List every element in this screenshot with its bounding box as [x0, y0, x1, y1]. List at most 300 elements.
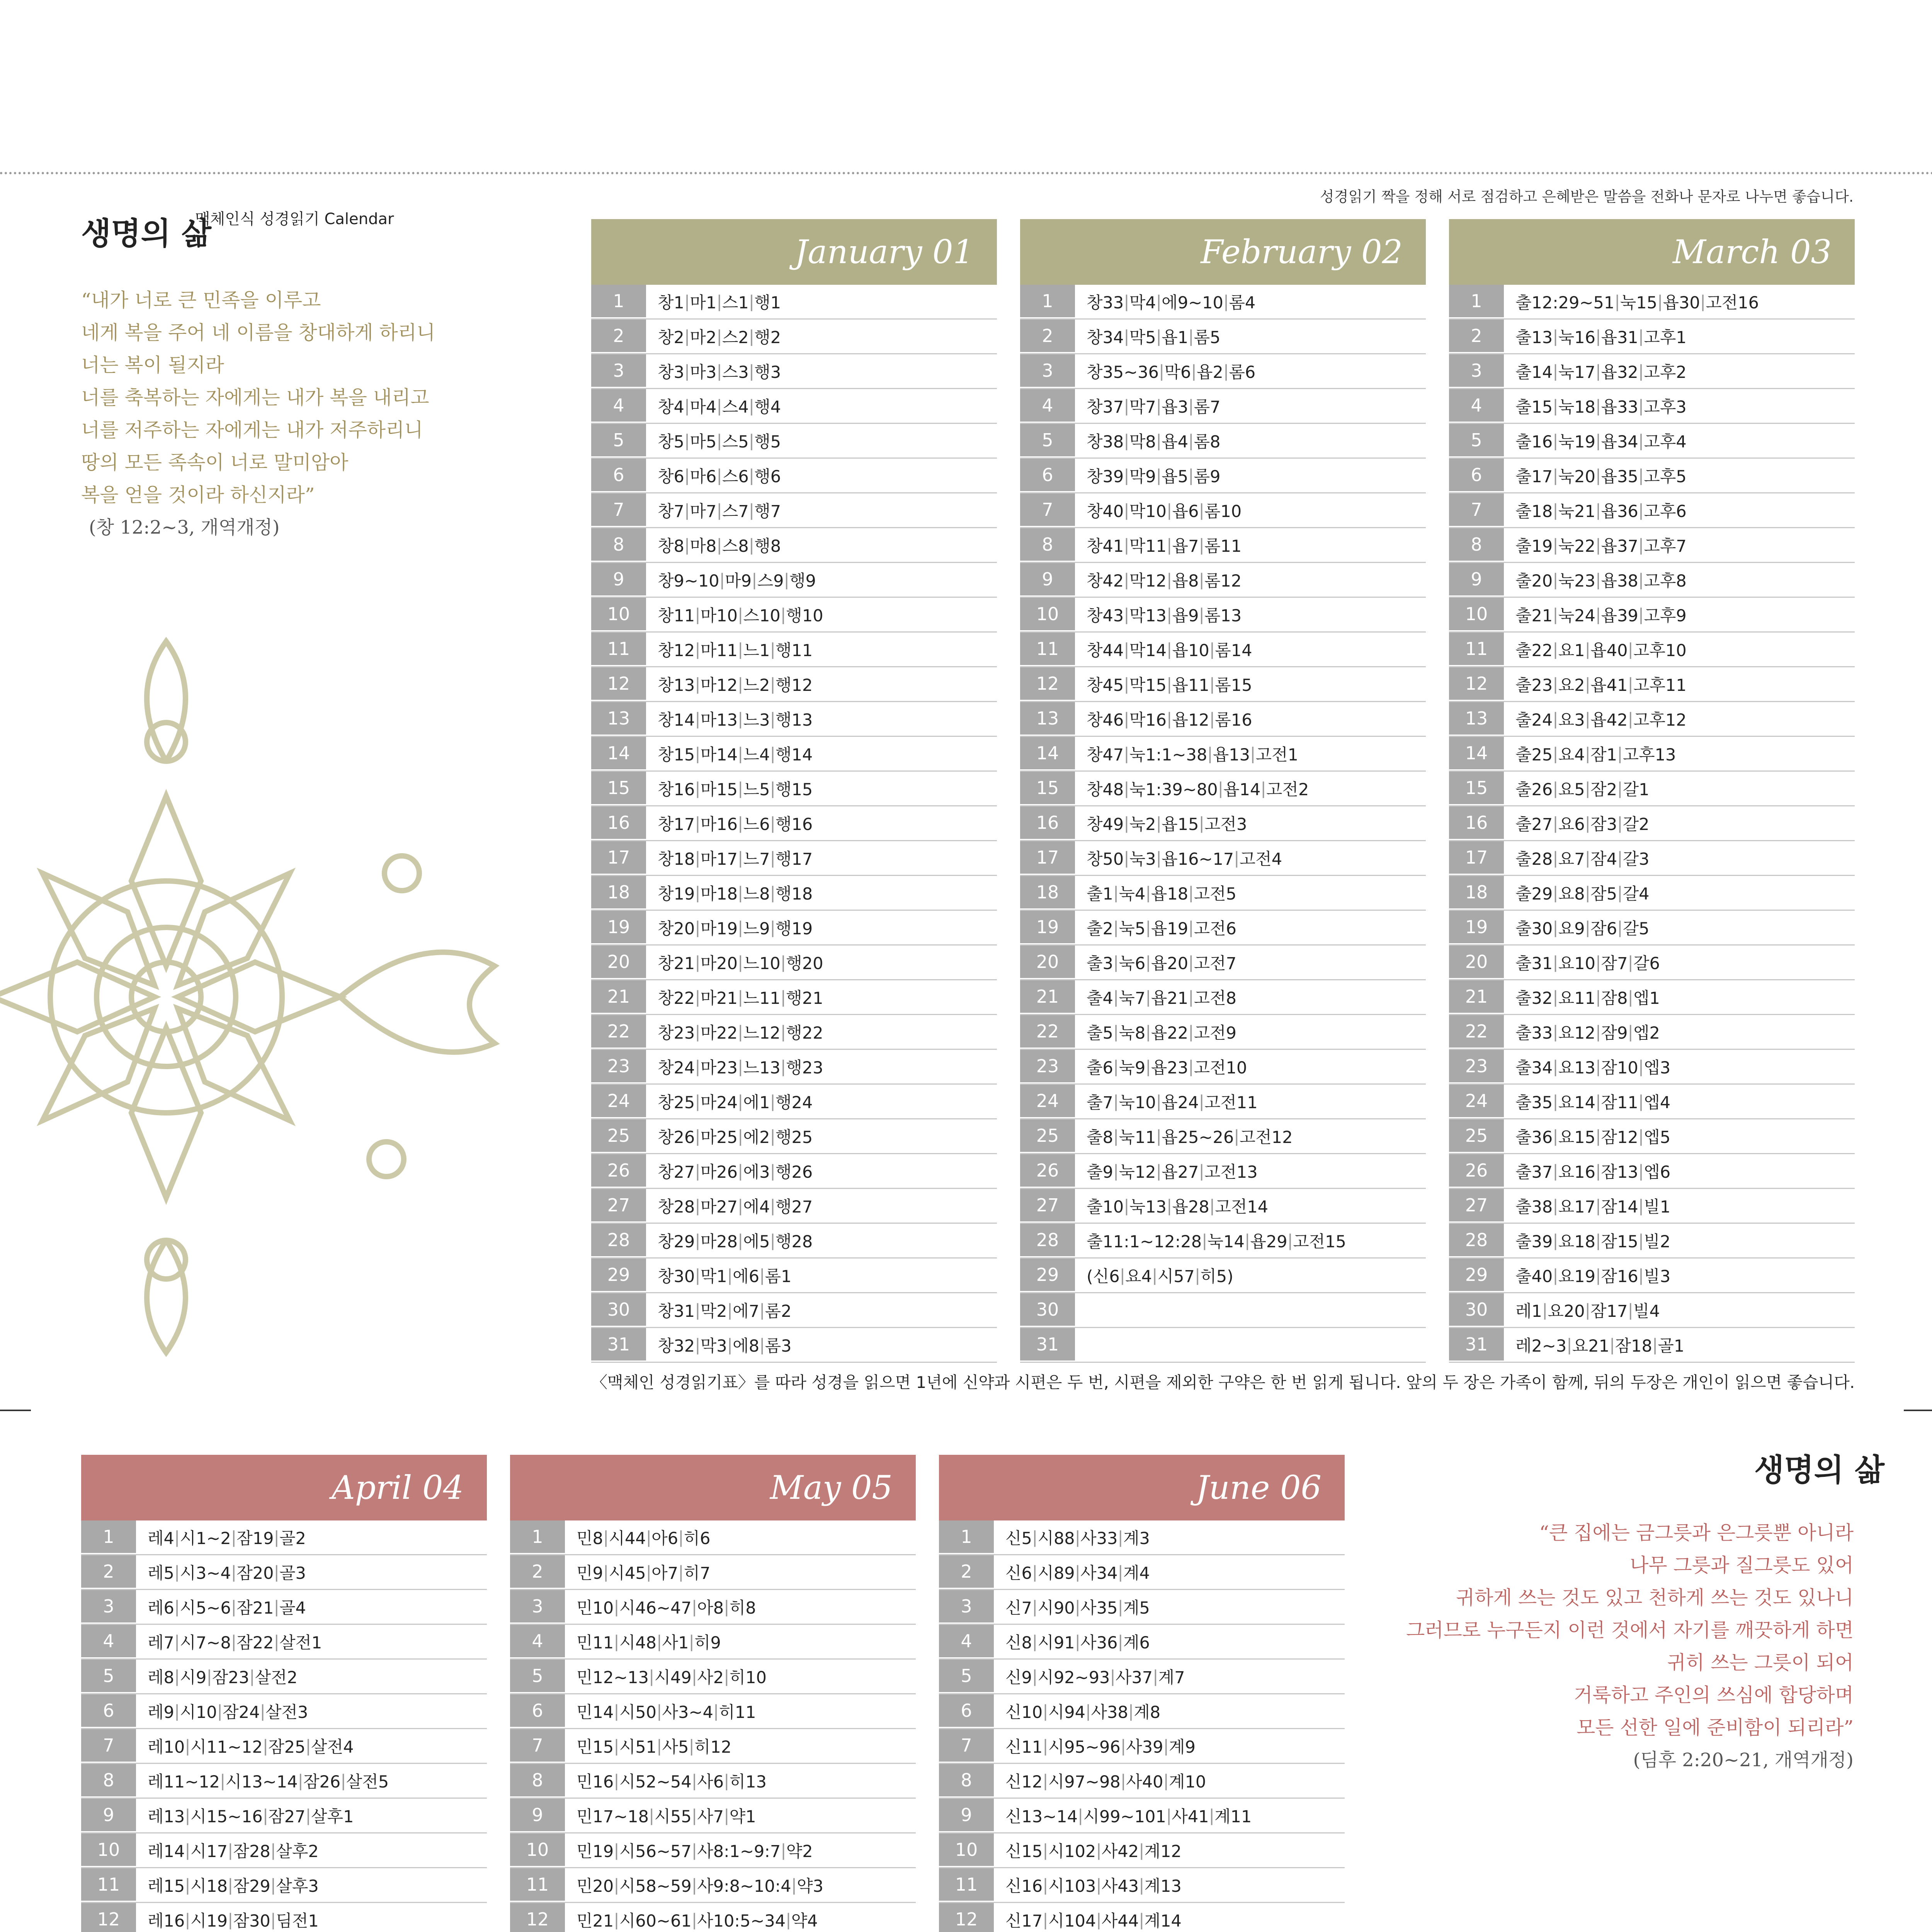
reading-row: [1449, 737, 1855, 772]
reading-row: [81, 1694, 487, 1729]
reading-text: 창42 | 막12 | 욥8 | 롬12: [1087, 570, 1242, 591]
verse-citation: (창 12:2~3, 개역개정): [89, 517, 280, 538]
reading-row: [1449, 285, 1855, 320]
reading-row: [1020, 841, 1426, 876]
day-number: 9: [1020, 563, 1075, 597]
reading-text: 창27 | 마26 | 에3 | 행26: [658, 1161, 813, 1182]
reading-row: [939, 1799, 1345, 1833]
day-number: 2: [1449, 320, 1504, 353]
reading-text: 출26 | 요5 | 잠2 | 갈1: [1515, 779, 1650, 799]
day-number: 6: [591, 459, 646, 492]
reading-row: [1020, 806, 1426, 841]
reading-row: [510, 1660, 916, 1694]
reading-rows: [510, 1520, 916, 1932]
day-number: 4: [1020, 389, 1075, 423]
day-number: 27: [1020, 1189, 1075, 1223]
day-number: 23: [1020, 1050, 1075, 1083]
reading-row: [1020, 1328, 1426, 1363]
day-number: 4: [510, 1625, 565, 1658]
reading-row: [1449, 563, 1855, 598]
crop-mark-right: [1904, 1410, 1932, 1411]
day-number: 1: [81, 1520, 136, 1554]
reading-text: 창40 | 막10 | 욥6 | 롬10: [1087, 500, 1242, 521]
month-march: [1449, 219, 1855, 1363]
reading-text: 출6 | 눅9 | 욥23 | 고전10: [1087, 1057, 1247, 1078]
day-number: 5: [1020, 424, 1075, 457]
reading-row: [1449, 841, 1855, 876]
reading-row: [1449, 1050, 1855, 1085]
reading-text: 창38 | 막8 | 욥4 | 롬8: [1087, 431, 1221, 452]
day-number: 26: [1020, 1154, 1075, 1188]
day-number: 15: [591, 772, 646, 805]
day-number: 20: [1020, 946, 1075, 979]
reading-row: [939, 1694, 1345, 1729]
reading-text: 창50 | 눅3 | 욥16~17 | 고전4: [1087, 848, 1282, 869]
reading-text: 창47 | 눅1:1~38 | 욥13 | 고전1: [1087, 744, 1298, 765]
reading-row: [1449, 1328, 1855, 1363]
reading-row: [1020, 1085, 1426, 1119]
flower-ornament: [1406, 1886, 1932, 1932]
reading-text: 민11 | 시48 | 사1 | 히9: [577, 1632, 721, 1653]
verse-line: 복을 얻을 것이라 하신지라”: [81, 484, 315, 506]
reading-text: 신16 | 시103 | 사43 | 계13: [1005, 1875, 1182, 1896]
mandala-ornament: [0, 580, 541, 1391]
reading-row: [1020, 563, 1426, 598]
reading-row: [1449, 598, 1855, 633]
day-number: 10: [510, 1833, 565, 1867]
reading-row: [510, 1833, 916, 1868]
reading-row: [1020, 1050, 1426, 1085]
reading-text: 신8 | 시91 | 사36 | 계6: [1005, 1632, 1150, 1653]
day-number: 5: [591, 424, 646, 457]
day-number: 11: [939, 1868, 994, 1902]
reading-row: [591, 459, 997, 493]
reading-text: 창21 | 마20 | 느10 | 행20: [658, 952, 823, 973]
reading-text: 레16 | 시19 | 잠30 | 딤전1: [148, 1910, 319, 1931]
reading-row: [1020, 1189, 1426, 1224]
reading-row: [939, 1555, 1345, 1590]
reading-row: [1020, 320, 1426, 354]
reading-rows: [1020, 285, 1426, 1363]
reading-row: [1449, 354, 1855, 389]
reading-text: 신7 | 시90 | 사35 | 계5: [1005, 1597, 1150, 1618]
day-number: 2: [1020, 320, 1075, 353]
reading-row: [1020, 389, 1426, 424]
day-number: 22: [1449, 1015, 1504, 1049]
reading-row: [1020, 354, 1426, 389]
reading-row: [939, 1625, 1345, 1660]
reading-row: [1449, 702, 1855, 737]
reading-text: 창11 | 마10 | 스10 | 행10: [658, 605, 823, 626]
day-number: 19: [591, 911, 646, 944]
day-number: 5: [81, 1660, 136, 1693]
reading-rows: [939, 1520, 1345, 1932]
reading-row: [1020, 702, 1426, 737]
day-number: 1: [510, 1520, 565, 1554]
day-number: 4: [81, 1625, 136, 1658]
reading-text: 창34 | 막5 | 욥1 | 롬5: [1087, 327, 1221, 347]
day-number: 9: [939, 1799, 994, 1832]
day-number: 12: [1020, 667, 1075, 701]
day-number: 10: [81, 1833, 136, 1867]
reading-row: [1020, 772, 1426, 806]
brand-logo: 생명의 삶: [81, 216, 211, 252]
reading-text: 출32 | 요11 | 잠8 | 엡1: [1515, 987, 1660, 1008]
day-number: 7: [591, 493, 646, 527]
reading-text: 출12:29~51 | 눅15 | 욥30 | 고전16: [1515, 292, 1759, 313]
month-header-june: June 06: [939, 1455, 1345, 1520]
verse-line: 귀하게 쓰는 것도 있고 천하게 쓰는 것도 있나니: [1456, 1587, 1854, 1609]
month-header-may: May 05: [510, 1455, 916, 1520]
reading-row: [591, 841, 997, 876]
day-number: 14: [1449, 737, 1504, 770]
reading-text: 민10 | 시46~47 | 아8 | 히8: [577, 1597, 756, 1618]
day-number: 10: [1449, 598, 1504, 631]
reading-text: 신15 | 시102 | 사42 | 계12: [1005, 1840, 1182, 1861]
reading-row: [1449, 1015, 1855, 1050]
reading-row: [1020, 285, 1426, 320]
day-number: 4: [591, 389, 646, 423]
reading-row: [1020, 946, 1426, 980]
reading-text: 레9 | 시10 | 잠24 | 살전3: [148, 1701, 308, 1722]
reading-text: 출24 | 요3 | 욥42 | 고후12: [1515, 709, 1687, 730]
day-number: 30: [591, 1293, 646, 1327]
reading-text: 출3 | 눅6 | 욥20 | 고전7: [1087, 952, 1237, 973]
day-number: 6: [81, 1694, 136, 1728]
reading-row: [591, 598, 997, 633]
reading-text: 출38 | 요17 | 잠14 | 빌1: [1515, 1196, 1671, 1217]
reading-text: 창31 | 막2 | 에7 | 롬2: [658, 1300, 792, 1321]
reading-row: [1449, 424, 1855, 459]
day-number: 12: [1449, 667, 1504, 701]
day-number: 7: [1449, 493, 1504, 527]
reading-text: 신13~14 | 시99~101 | 사41 | 계11: [1005, 1806, 1252, 1827]
day-number: 4: [939, 1625, 994, 1658]
reading-text: 출13 | 눅16 | 욥31 | 고후1: [1515, 327, 1687, 347]
reading-text: 창2 | 마2 | 스2 | 행2: [658, 327, 781, 347]
day-number: 8: [1449, 528, 1504, 562]
day-number: 26: [1449, 1154, 1504, 1188]
reading-text: 창3 | 마3 | 스3 | 행3: [658, 361, 781, 382]
calendar-subtitle: 맥체인식 성경읽기 Calendar: [195, 210, 394, 228]
reading-text: 출23 | 요2 | 욥41 | 고후11: [1515, 674, 1687, 695]
reading-text: 창20 | 마19 | 느9 | 행19: [658, 918, 813, 939]
reading-text: 레1 | 요20 | 잠17 | 빌4: [1515, 1300, 1660, 1321]
day-number: 20: [1449, 946, 1504, 979]
reading-row: [81, 1555, 487, 1590]
reading-text: 출34 | 요13 | 잠10 | 엡3: [1515, 1057, 1671, 1078]
reading-row: [591, 772, 997, 806]
reading-text: 민12~13 | 시49 | 사2 | 히10: [577, 1667, 767, 1687]
reading-row: [1449, 1293, 1855, 1328]
day-number: 3: [939, 1590, 994, 1624]
reading-row: [1020, 737, 1426, 772]
reading-row: [1020, 1224, 1426, 1259]
day-number: 11: [1020, 633, 1075, 666]
day-number: 24: [591, 1085, 646, 1118]
month-january: [591, 219, 997, 1363]
day-number: 1: [939, 1520, 994, 1554]
reading-row: [1449, 528, 1855, 563]
reading-row: [939, 1660, 1345, 1694]
reading-row: [591, 737, 997, 772]
day-number: 8: [939, 1764, 994, 1798]
reading-row: [591, 946, 997, 980]
day-number: 2: [591, 320, 646, 353]
reading-row: [591, 911, 997, 946]
reading-text: 창14 | 마13 | 느3 | 행13: [658, 709, 813, 730]
reading-row: [591, 1015, 997, 1050]
reading-row: [510, 1694, 916, 1729]
reading-row: [510, 1903, 916, 1932]
reading-text: 출25 | 요4 | 잠1 | 고후13: [1515, 744, 1676, 765]
verse-line: 땅의 모든 족속이 너로 말미암아: [81, 451, 349, 474]
reading-text: 출8 | 눅11 | 욥25~26 | 고전12: [1087, 1126, 1293, 1147]
reading-row: [1449, 389, 1855, 424]
day-number: 23: [1449, 1050, 1504, 1083]
reading-text: 창18 | 마17 | 느7 | 행17: [658, 848, 813, 869]
day-number: 26: [591, 1154, 646, 1188]
day-number: 25: [591, 1119, 646, 1153]
reading-text: 창4 | 마4 | 스4 | 행4: [658, 396, 781, 417]
reading-text: 신12 | 시97~98 | 사40 | 계10: [1005, 1771, 1206, 1792]
day-number: 11: [1449, 633, 1504, 666]
reading-row: [510, 1764, 916, 1799]
reading-row: [510, 1520, 916, 1555]
day-number: 10: [591, 598, 646, 631]
month-june: [939, 1455, 1345, 1932]
day-number: 30: [1449, 1293, 1504, 1327]
verse-line: 모든 선한 일에 준비함이 되리라”: [1576, 1716, 1854, 1739]
reading-row: [1449, 667, 1855, 702]
reading-text: 출22 | 요1 | 욥40 | 고후10: [1515, 639, 1687, 660]
day-number: 3: [591, 354, 646, 388]
reading-row: [1020, 1015, 1426, 1050]
reading-row: [1449, 1189, 1855, 1224]
reading-row: [591, 285, 997, 320]
day-number: 27: [591, 1189, 646, 1223]
reading-text: 창33 | 막4 | 에9~10 | 롬4: [1087, 292, 1256, 313]
day-number: 11: [591, 633, 646, 666]
reading-text: 출16 | 눅19 | 욥34 | 고후4: [1515, 431, 1687, 452]
reading-text: 창19 | 마18 | 느8 | 행18: [658, 883, 813, 904]
middle-note: 〈맥체인 성경읽기표〉를 따라 성경을 읽으면 1년에 신약과 시편은 두 번, 시편을 제외한 구약은 한 번 읽게 됩니다. 앞의 두 장은 가족이 함께, 뒤의 두장은 개인이 읽으면 좋습니다.: [591, 1373, 1855, 1392]
reading-text: 창13 | 마12 | 느2 | 행12: [658, 674, 813, 695]
reading-text: 레11~12 | 시13~14 | 잠26 | 살전5: [148, 1771, 389, 1792]
reading-text: 창25 | 마24 | 에1 | 행24: [658, 1092, 813, 1112]
reading-row: [1449, 772, 1855, 806]
month-header-april: April 04: [81, 1455, 487, 1520]
reading-text: 창45 | 막15 | 욥11 | 롬15: [1087, 674, 1252, 695]
day-number: 21: [1449, 980, 1504, 1014]
reading-text: 창22 | 마21 | 느11 | 행21: [658, 987, 823, 1008]
reading-row: [1449, 1259, 1855, 1293]
day-number: 15: [1449, 772, 1504, 805]
day-number: 28: [1020, 1224, 1075, 1257]
reading-text: 출2 | 눅5 | 욥19 | 고전6: [1087, 918, 1237, 939]
reading-row: [1020, 633, 1426, 667]
day-number: 7: [939, 1729, 994, 1763]
day-number: 5: [1449, 424, 1504, 457]
verse-line: “큰 집에는 금그릇과 은그릇뿐 아니라: [1539, 1522, 1854, 1544]
reading-text: 출5 | 눅8 | 욥22 | 고전9: [1087, 1022, 1237, 1043]
reading-row: [510, 1868, 916, 1903]
reading-row: [591, 389, 997, 424]
reading-row: [591, 1119, 997, 1154]
reading-text: 레5 | 시3~4 | 잠20 | 골3: [148, 1562, 306, 1583]
verse-line: “내가 너로 큰 민족을 이루고: [81, 289, 321, 311]
verse-line: 귀히 쓰는 그릇이 되어: [1667, 1651, 1854, 1674]
day-number: 16: [1449, 806, 1504, 840]
reading-text: 출18 | 눅21 | 욥36 | 고후6: [1515, 500, 1687, 521]
day-number: 29: [591, 1259, 646, 1292]
month-header-january: January 01: [591, 219, 997, 285]
reading-text: 출14 | 눅17 | 욥32 | 고후2: [1515, 361, 1687, 382]
reading-row: [1449, 1154, 1855, 1189]
reading-row: [939, 1833, 1345, 1868]
day-number: 18: [1449, 876, 1504, 910]
reading-row: [81, 1660, 487, 1694]
day-number: 17: [1020, 841, 1075, 875]
day-number: 29: [1020, 1259, 1075, 1292]
reading-row: [1449, 1224, 1855, 1259]
reading-row: [81, 1799, 487, 1833]
day-number: 16: [1020, 806, 1075, 840]
reading-text: 출9 | 눅12 | 욥27 | 고전13: [1087, 1161, 1258, 1182]
reading-row: [591, 633, 997, 667]
day-number: 13: [1020, 702, 1075, 736]
day-number: 25: [1020, 1119, 1075, 1153]
reading-row: [1449, 980, 1855, 1015]
reading-row: [591, 806, 997, 841]
reading-text: 창6 | 마6 | 스6 | 행6: [658, 466, 781, 486]
reading-text: 민19 | 시56~57 | 사8:1~9:7 | 약2: [577, 1840, 813, 1861]
day-number: 3: [81, 1590, 136, 1624]
reading-text: 출30 | 요9 | 잠6 | 갈5: [1515, 918, 1650, 939]
day-number: 28: [591, 1224, 646, 1257]
reading-text: 창7 | 마7 | 스7 | 행7: [658, 500, 781, 521]
reading-text: 출40 | 요19 | 잠16 | 빌3: [1515, 1265, 1671, 1286]
reading-rows: [81, 1520, 487, 1932]
crop-mark-left: [0, 1410, 31, 1411]
reading-row: [1020, 1259, 1426, 1293]
reading-text: 레7 | 시7~8 | 잠22 | 살전1: [148, 1632, 322, 1653]
day-number: 12: [939, 1903, 994, 1932]
day-number: 8: [1020, 528, 1075, 562]
day-number: 17: [1449, 841, 1504, 875]
reading-row: [591, 1050, 997, 1085]
reading-text: 출39 | 요18 | 잠15 | 빌2: [1515, 1231, 1671, 1252]
reading-row: [81, 1625, 487, 1660]
reading-text: 출33 | 요12 | 잠9 | 엡2: [1515, 1022, 1660, 1043]
reading-text: 창26 | 마25 | 에2 | 행25: [658, 1126, 813, 1147]
reading-row: [1449, 911, 1855, 946]
reading-row: [1449, 459, 1855, 493]
reading-row: [1020, 424, 1426, 459]
reading-text: 출17 | 눅20 | 욥35 | 고후5: [1515, 466, 1687, 486]
reading-row: [510, 1799, 916, 1833]
reading-row: [510, 1555, 916, 1590]
reading-text: 출10 | 눅13 | 욥28 | 고전14: [1087, 1196, 1269, 1217]
day-number: 13: [591, 702, 646, 736]
reading-row: [510, 1729, 916, 1764]
reading-text: 레6 | 시5~6 | 잠21 | 골4: [148, 1597, 306, 1618]
reading-text: 레8 | 시9 | 잠23 | 살전2: [148, 1667, 298, 1687]
day-number: 24: [1020, 1085, 1075, 1118]
reading-text: 창37 | 막7 | 욥3 | 롬7: [1087, 396, 1221, 417]
reading-text: 창16 | 마15 | 느5 | 행15: [658, 779, 813, 799]
reading-row: [591, 1189, 997, 1224]
day-number: 11: [81, 1868, 136, 1902]
day-number: 29: [1449, 1259, 1504, 1292]
reading-rows: [1449, 285, 1855, 1363]
day-number: 7: [510, 1729, 565, 1763]
reading-text: 창15 | 마14 | 느4 | 행14: [658, 744, 813, 765]
reading-text: 창48 | 눅1:39~80 | 욥14 | 고전2: [1087, 779, 1309, 799]
day-number: 9: [591, 563, 646, 597]
day-number: 13: [1449, 702, 1504, 736]
day-number: 8: [81, 1764, 136, 1798]
reading-row: [81, 1764, 487, 1799]
reading-text: 민15 | 시51 | 사5 | 히12: [577, 1736, 732, 1757]
reading-row: [591, 1293, 997, 1328]
reading-row: [510, 1590, 916, 1625]
reading-text: 출20 | 눅23 | 욥38 | 고후8: [1515, 570, 1687, 591]
reading-text: 창30 | 막1 | 에6 | 롬1: [658, 1265, 792, 1286]
reading-text: 창29 | 마28 | 에5 | 행28: [658, 1231, 813, 1252]
reading-text: 창39 | 막9 | 욥5 | 롬9: [1087, 466, 1221, 486]
reading-row: [81, 1833, 487, 1868]
reading-text: 창9~10 | 마9 | 스9 | 행9: [658, 570, 816, 591]
day-number: 2: [81, 1555, 136, 1589]
reading-text: 레10 | 시11~12 | 잠25 | 살전4: [148, 1736, 354, 1757]
reading-row: [1449, 876, 1855, 911]
reading-text: 창35~36 | 막6 | 욥2 | 롬6: [1087, 361, 1256, 382]
day-number: 12: [81, 1903, 136, 1932]
reading-row: [939, 1868, 1345, 1903]
day-number: 12: [510, 1903, 565, 1932]
reading-row: [1020, 598, 1426, 633]
day-number: 18: [1020, 876, 1075, 910]
brand-logo-2: 생명의 삶: [1754, 1452, 1884, 1488]
top-note: 성경읽기 짝을 정해 서로 점검하고 은혜받은 말씀을 전화나 문자로 나누면 좋습니다.: [1320, 188, 1854, 205]
day-number: 10: [939, 1833, 994, 1867]
reading-text: 창8 | 마8 | 스8 | 행8: [658, 535, 781, 556]
reading-row: [1449, 1119, 1855, 1154]
reading-row: [939, 1764, 1345, 1799]
reading-text: 창28 | 마27 | 에4 | 행27: [658, 1196, 813, 1217]
day-number: 24: [1449, 1085, 1504, 1118]
reading-text: 레4 | 시1~2 | 잠19 | 골2: [148, 1527, 306, 1548]
reading-row: [1020, 1119, 1426, 1154]
reading-row: [1020, 1154, 1426, 1189]
day-number: 7: [81, 1729, 136, 1763]
reading-text: 민8 | 시44 | 아6 | 히6: [577, 1527, 711, 1548]
verse-line: 그러므로 누구든지 이런 것에서 자기를 깨끗하게 하면: [1406, 1619, 1854, 1641]
reading-text: 출19 | 눅22 | 욥37 | 고후7: [1515, 535, 1687, 556]
day-number: 10: [1020, 598, 1075, 631]
day-number: 5: [939, 1660, 994, 1693]
day-number: 30: [1020, 1293, 1075, 1327]
reading-row: [591, 702, 997, 737]
reading-row: [1020, 667, 1426, 702]
day-number: 31: [1020, 1328, 1075, 1362]
reading-text: 출27 | 요6 | 잠3 | 갈2: [1515, 813, 1650, 834]
day-number: 2: [939, 1555, 994, 1589]
day-number: 6: [1020, 459, 1075, 492]
day-number: 18: [591, 876, 646, 910]
day-number: 3: [1449, 354, 1504, 388]
